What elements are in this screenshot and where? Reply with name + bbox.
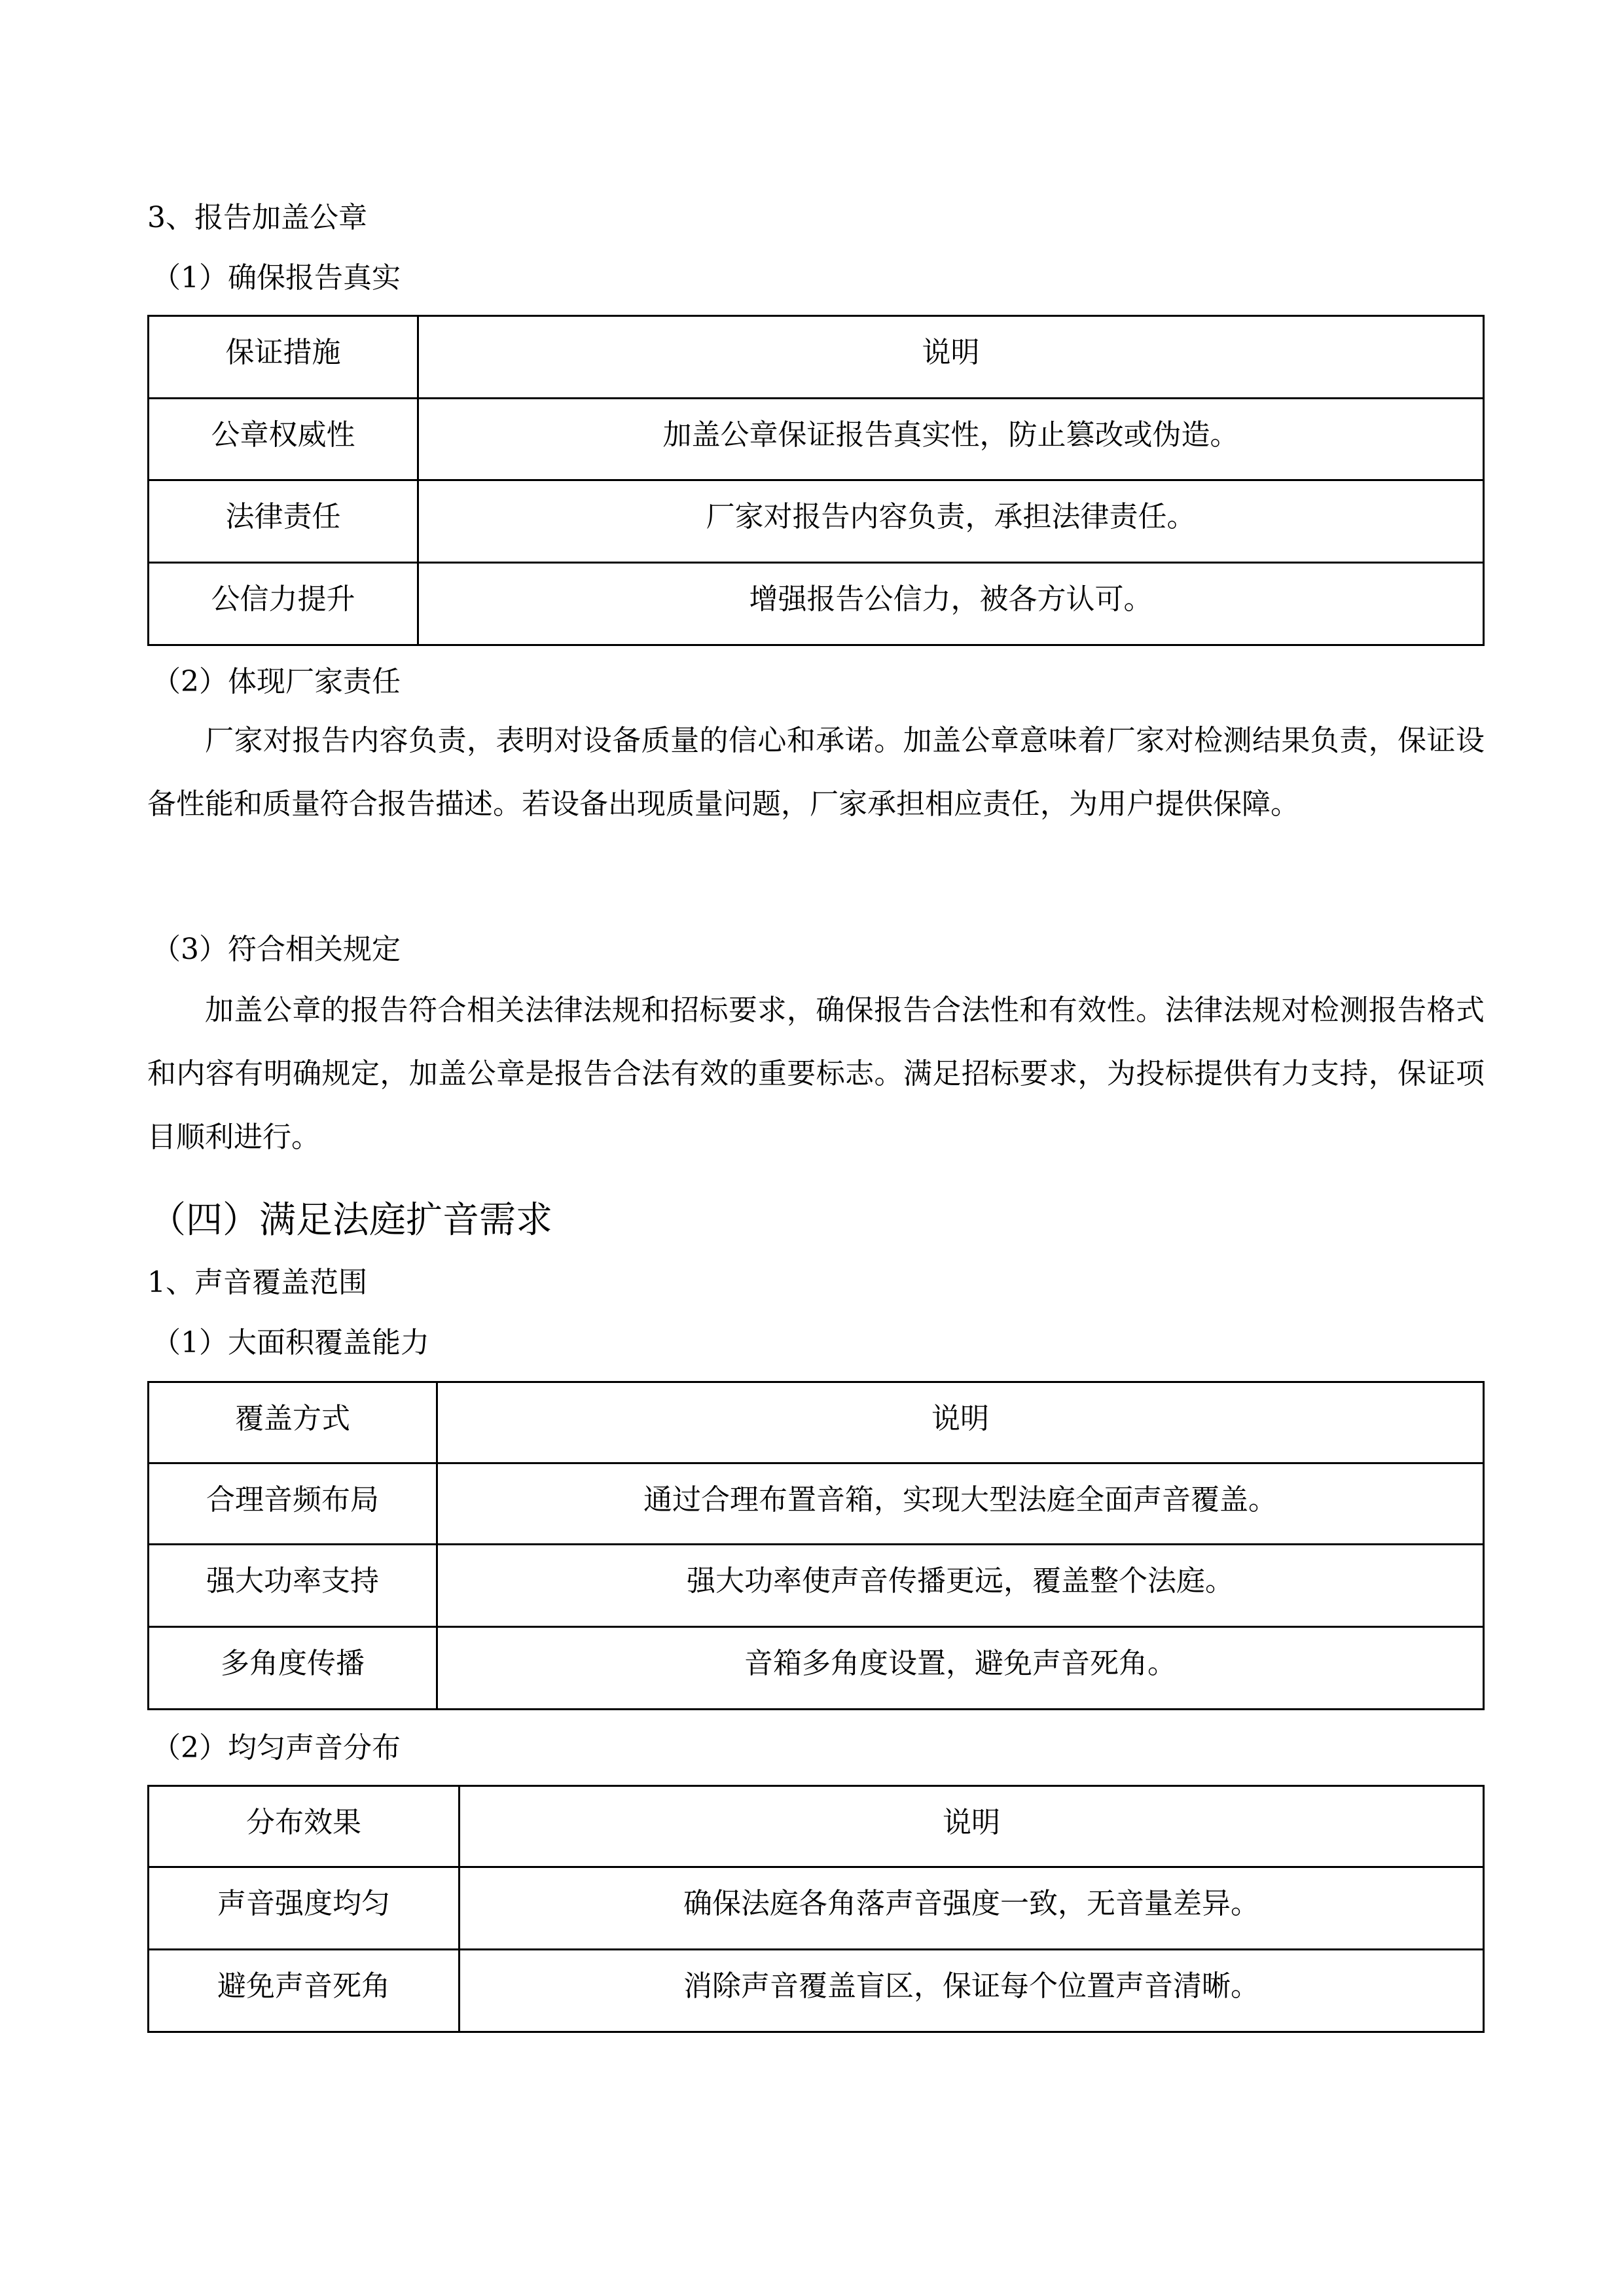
table-header-row <box>149 1786 1484 1867</box>
table-header-cell: 说明 <box>437 1382 1484 1463</box>
subsection-title-compliance: （3）符合相关规定 <box>152 933 401 966</box>
table-cell: 增强报告公信力，被各方认可。 <box>418 563 1484 645</box>
table-header-cell: 说明 <box>418 316 1484 399</box>
table-header-row <box>149 316 1484 399</box>
table-cell: 避免声音死角 <box>149 1950 460 2032</box>
table-cell: 加盖公章保证报告真实性，防止篡改或伪造。 <box>418 399 1484 480</box>
table-cell: 法律责任 <box>149 480 418 563</box>
table-cell: 多角度传播 <box>149 1627 437 1710</box>
table-header-cell: 覆盖方式 <box>149 1382 437 1463</box>
table-row <box>149 1950 1484 2032</box>
table-header-cell: 保证措施 <box>149 316 418 399</box>
subsection-title-large-area-coverage: （1）大面积覆盖能力 <box>152 1326 429 1359</box>
table-row <box>149 480 1484 563</box>
table-row <box>149 563 1484 645</box>
paragraph-compliance: 加盖公章的报告符合相关法律法规和招标要求，确保报告合法性和有效性。法律法规对检测报告格式和内容有明确规定，加盖公章是报告合法有效的重要标志。满足招标要求，为投标提供有力支持，保证项目顺利进行。 <box>147 994 1485 1154</box>
table-cell: 强大功率使声音传播更远，覆盖整个法庭。 <box>437 1545 1484 1627</box>
table-coverage-methods <box>147 1381 1485 1710</box>
table-authenticity-measures <box>147 315 1485 646</box>
table-header-cell: 分布效果 <box>149 1786 460 1867</box>
table-row <box>149 1867 1484 1950</box>
table-cell: 公章权威性 <box>149 399 418 480</box>
subsection-title-authenticity: （1）确保报告真实 <box>152 261 401 295</box>
table-cell: 声音强度均匀 <box>149 1867 460 1950</box>
table-cell: 厂家对报告内容负责，承担法律责任。 <box>418 480 1484 563</box>
subsection-title-manufacturer-responsibility: （2）体现厂家责任 <box>152 665 401 698</box>
table-cell: 确保法庭各角落声音强度一致，无音量差异。 <box>460 1867 1484 1950</box>
table-row <box>149 1463 1484 1545</box>
table-row <box>149 399 1484 480</box>
table-cell: 音箱多角度设置，避免声音死角。 <box>437 1627 1484 1710</box>
item-heading-sound-coverage: 1、声音覆盖范围 <box>147 1266 367 1299</box>
paragraph-manufacturer-responsibility: 厂家对报告内容负责，表明对设备质量的信心和承诺。加盖公章意味着厂家对检测结果负责，保证设备性能和质量符合报告描述。若设备出现质量问题，厂家承担相应责任，为用户提供保障。 <box>147 724 1485 821</box>
subsection-title-even-distribution: （2）均匀声音分布 <box>152 1731 401 1765</box>
table-row <box>149 1545 1484 1627</box>
table-cell: 通过合理布置音箱，实现大型法庭全面声音覆盖。 <box>437 1463 1484 1545</box>
table-distribution-effects <box>147 1785 1485 2033</box>
table-cell: 消除声音覆盖盲区，保证每个位置声音清晰。 <box>460 1950 1484 2032</box>
table-row <box>149 1627 1484 1710</box>
table-header-row <box>149 1382 1484 1463</box>
table-cell: 公信力提升 <box>149 563 418 645</box>
table-cell: 强大功率支持 <box>149 1545 437 1627</box>
table-header-cell: 说明 <box>460 1786 1484 1867</box>
section-heading-courtroom-audio: （四）满足法庭扩音需求 <box>149 1199 552 1242</box>
section-heading-report-seal: 3、报告加盖公章 <box>147 201 367 234</box>
table-cell: 合理音频布局 <box>149 1463 437 1545</box>
